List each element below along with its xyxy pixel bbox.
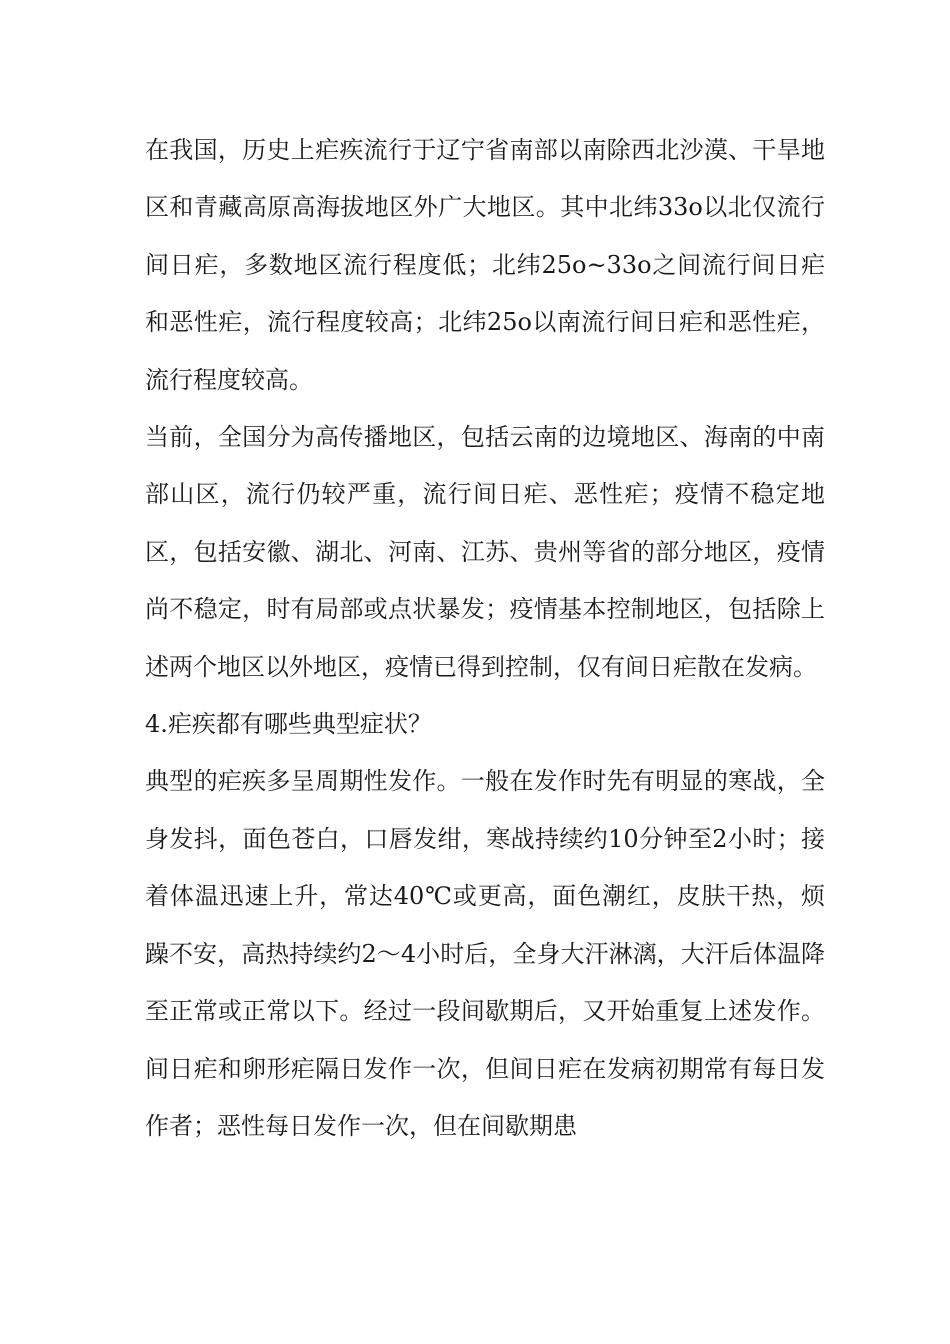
section-heading-symptoms: 4.疟疾都有哪些典型症状？ xyxy=(145,710,432,739)
paragraph-typical-symptoms: 典型的疟疾多呈周期性发作。一般在发作时先有明显的寒战，全身发抖，面色苍白，口唇发绀，寒战持续约10分钟至2小时；接着体温迅速上升，常达40℃或更高，面色潮红，皮肤干热，烦躁不安，高热持续约2～4小时后，全身大汗淋漓，大汗后体温降至正常或正常以下。经过一段间歇期后，又开始重复上述发作。间日疟和卵形疟隔日发作一次，但间日疟在发病初期常有每日发作者；恶性每日发作一次，但在间歇期患 xyxy=(145,767,825,1140)
document-body xyxy=(145,122,825,1155)
paragraph-distribution-history: 在我国，历史上疟疾流行于辽宁省南部以南除西北沙漠、干旱地区和青藏高原高海拔地区外广大地区。其中北纬33o以北仅流行间日疟，多数地区流行程度低；北纬25o~33o之间流行间日疟和恶性疟，流行程度较高；北纬25o以南流行间日疟和恶性疟，流行程度较高。 xyxy=(145,136,825,394)
paragraph-current-status: 当前，全国分为高传播地区，包括云南的边境地区、海南的中南部山区，流行仍较严重，流行间日疟、恶性疟；疫情不稳定地区，包括安徽、湖北、河南、江苏、贵州等省的部分地区，疫情尚不稳定，时有局部或点状暴发；疫情基本控制地区，包括除上述两个地区以外地区，疫情已得到控制，仅有间日疟散在发病。 xyxy=(145,423,825,681)
